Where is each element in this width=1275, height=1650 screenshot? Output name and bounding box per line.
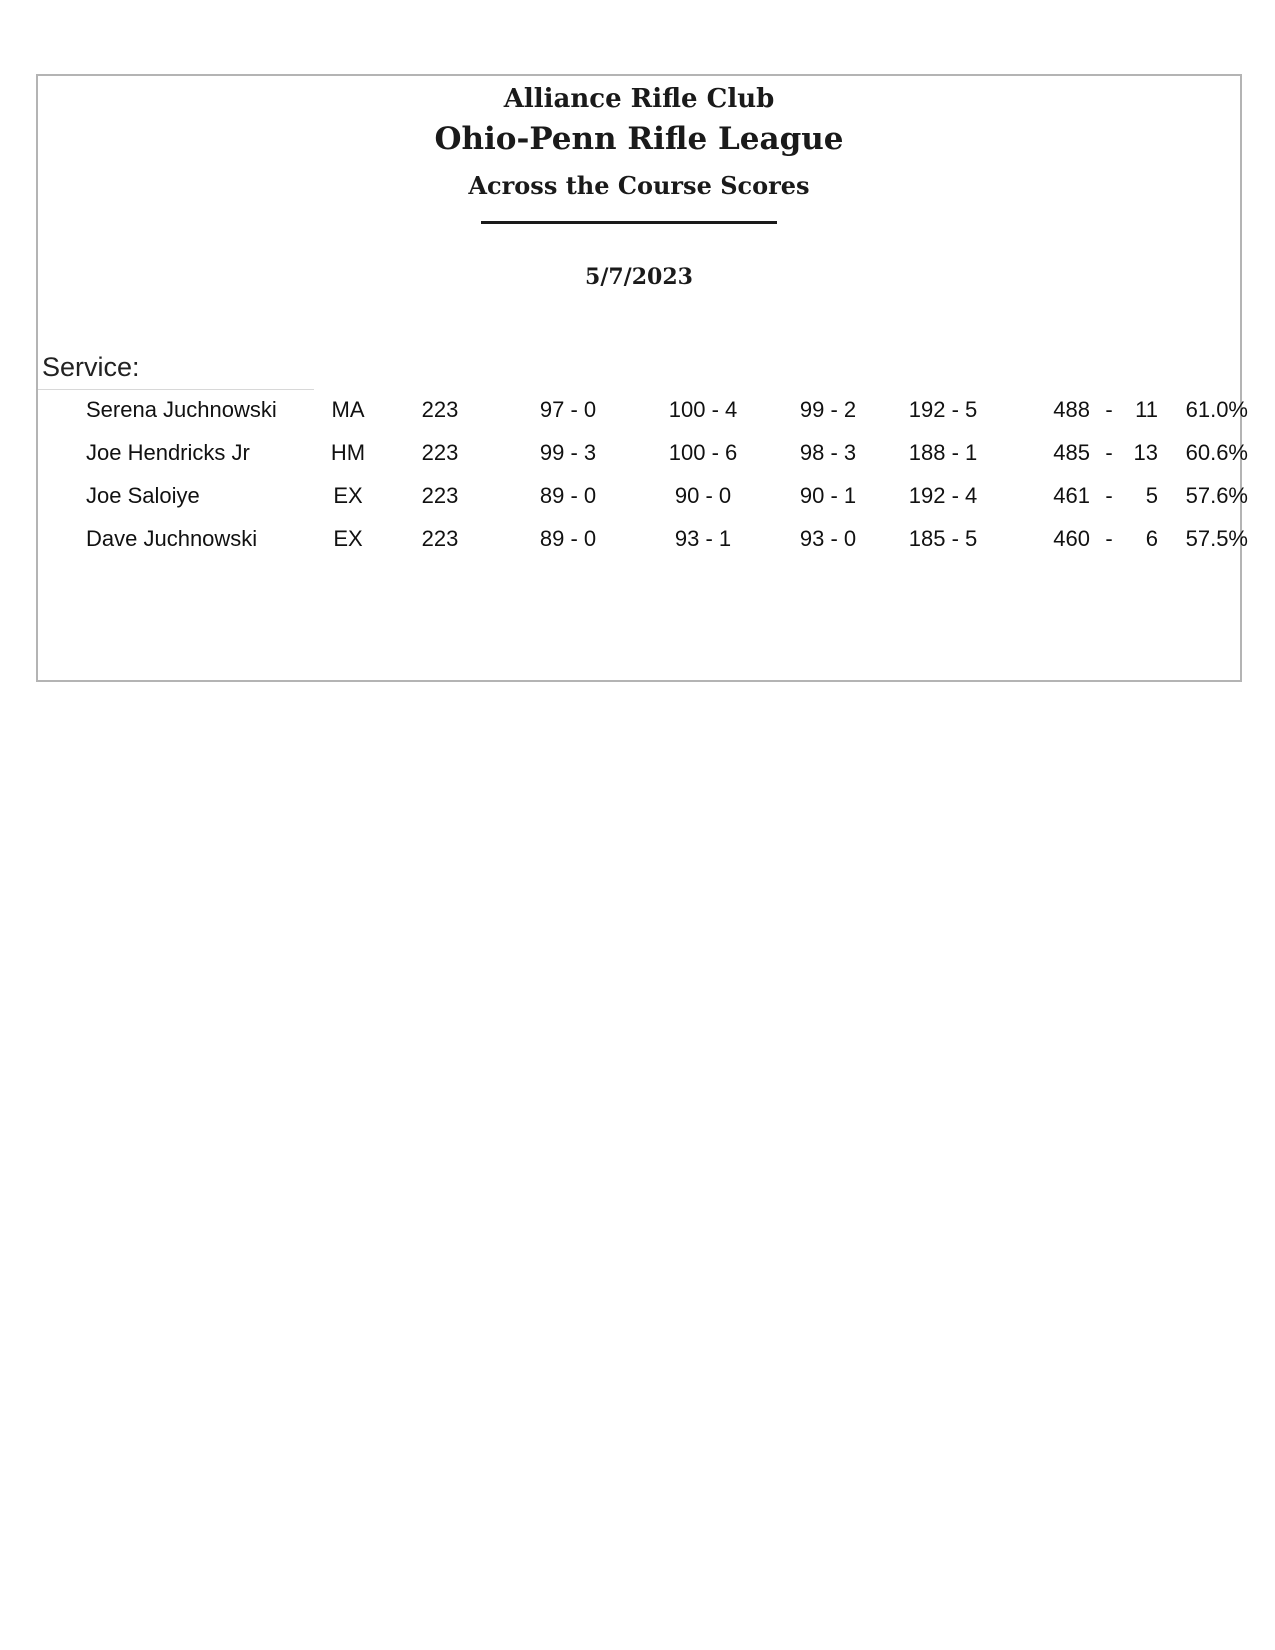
caliber: 223 (421, 483, 459, 508)
league-name: Ohio-Penn Rifle League (434, 121, 844, 157)
caliber: 223 (421, 526, 459, 551)
total-score: 460 (1053, 526, 1090, 551)
stage-4-score: 192 - 5 (908, 397, 978, 422)
shooter-class: MA (331, 397, 365, 422)
shooter-class: EX (333, 483, 363, 508)
percent-score: 57.6% (1185, 483, 1248, 508)
score-row (38, 393, 1248, 427)
stage-2-score: 90 - 0 (674, 483, 732, 508)
percent-score: 57.5% (1185, 526, 1248, 551)
total-separator: - (1105, 397, 1113, 422)
caliber: 223 (421, 440, 459, 465)
total-separator: - (1105, 440, 1113, 465)
score-row (38, 436, 1248, 470)
percent-score: 61.0% (1185, 397, 1248, 422)
total-score: 461 (1053, 483, 1090, 508)
shooter-name: Joe Hendricks Jr (86, 440, 250, 465)
club-name: Alliance Rifle Club (503, 84, 775, 114)
total-separator: - (1105, 483, 1113, 508)
stage-3-score: 99 - 2 (799, 397, 857, 422)
stage-3-score: 93 - 0 (799, 526, 857, 551)
stage-1-score: 99 - 3 (539, 440, 597, 465)
title-rule (481, 221, 777, 224)
caliber: 223 (421, 397, 459, 422)
shooter-name: Serena Juchnowski (86, 397, 277, 422)
percent-score: 60.6% (1185, 440, 1248, 465)
score-row (38, 479, 1248, 513)
stage-1-score: 97 - 0 (539, 397, 597, 422)
x-count: 13 (1133, 440, 1158, 465)
score-row (38, 522, 1248, 556)
shooter-name: Joe Saloiye (86, 483, 200, 508)
section-label: Service: (42, 352, 140, 382)
stage-2-score: 93 - 1 (674, 526, 732, 551)
stage-4-score: 192 - 4 (908, 483, 978, 508)
shooter-name: Dave Juchnowski (86, 526, 258, 551)
stage-1-score: 89 - 0 (539, 483, 597, 508)
shooter-class: EX (333, 526, 363, 551)
total-score: 488 (1053, 397, 1090, 422)
stage-2-score: 100 - 6 (668, 440, 738, 465)
total-separator: - (1105, 526, 1113, 551)
scores-frame (36, 74, 1248, 682)
stage-2-score: 100 - 4 (668, 397, 738, 422)
stage-1-score: 89 - 0 (539, 526, 597, 551)
report-title: Across the Course Scores (468, 171, 810, 200)
section-underline (38, 389, 314, 390)
x-count: 11 (1135, 397, 1158, 422)
report-date: 5/7/2023 (585, 264, 693, 290)
x-count: 5 (1145, 483, 1158, 508)
stage-4-score: 188 - 1 (908, 440, 978, 465)
stage-4-score: 185 - 5 (908, 526, 978, 551)
x-count: 6 (1145, 526, 1158, 551)
shooter-class: HM (330, 440, 366, 465)
stage-3-score: 98 - 3 (799, 440, 857, 465)
total-score: 485 (1053, 440, 1090, 465)
stage-3-score: 90 - 1 (799, 483, 857, 508)
